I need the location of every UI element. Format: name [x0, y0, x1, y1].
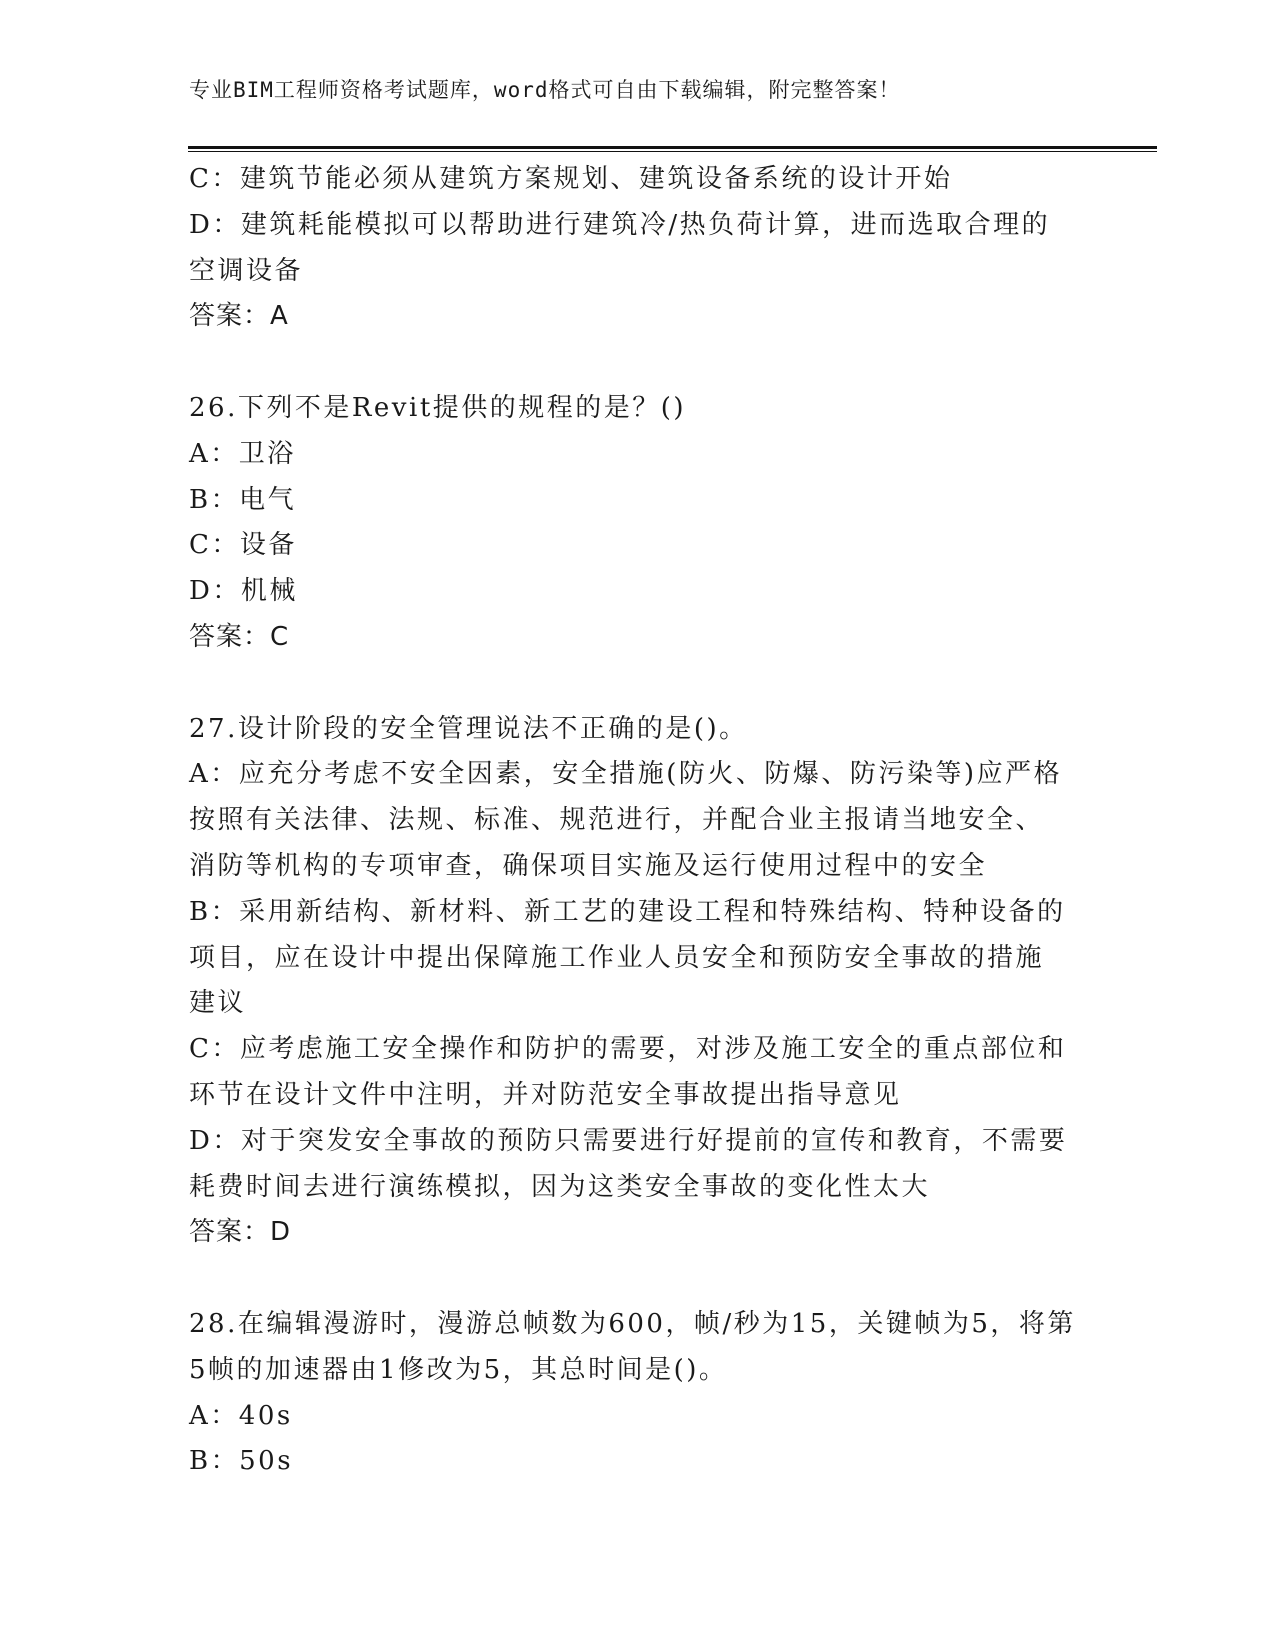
option-d: D：对于突发安全事故的预防只需要进行好提前的宣传和教育，不需要	[189, 1125, 1068, 1156]
page-header: 专业BIM工程师资格考试题库，word格式可自由下载编辑，附完整答案！	[189, 78, 901, 102]
question-stem: 28.在编辑漫游时，漫游总帧数为600，帧/秒为15，关键帧为5，将第	[189, 1308, 1076, 1339]
option-b: B：50s	[189, 1446, 294, 1477]
question-stem: 26.下列不是Revit提供的规程的是？()	[189, 392, 687, 423]
option-b-continued: 建议	[189, 988, 247, 1019]
spacer	[189, 1256, 1089, 1302]
option-c: C：设备	[189, 530, 297, 561]
answer: 答案：C	[189, 621, 290, 652]
question-25-tail	[189, 157, 1089, 340]
option-a: A：卫浴	[189, 438, 296, 469]
answer: 答案：A	[189, 301, 289, 332]
question-stem: 27.设计阶段的安全管理说法不正确的是()。	[189, 713, 748, 744]
option-a-continued: 按照有关法律、法规、标准、规范进行，并配合业主报请当地安全、	[189, 805, 1045, 836]
option-d-continued: 耗费时间去进行演练模拟，因为这类安全事故的变化性太大	[189, 1171, 931, 1202]
option-c: C：建筑节能必须从建筑方案规划、建筑设备系统的设计开始	[189, 164, 953, 194]
header-rule-thick	[188, 146, 1157, 149]
question-28	[189, 1302, 1089, 1485]
option-a: A：应充分考虑不安全因素，安全措施(防火、防爆、防污染等)应严格	[189, 759, 1063, 790]
option-a-continued: 消防等机构的专项审查，确保项目实施及运行使用过程中的安全	[189, 850, 988, 881]
option-b: B：采用新结构、新材料、新工艺的建设工程和特殊结构、特种设备的	[189, 896, 1066, 927]
option-b-continued: 项目，应在设计中提出保障施工作业人员安全和预防安全事故的措施	[189, 942, 1045, 973]
question-stem-continued: 5帧的加速器由1修改为5，其总时间是()。	[189, 1354, 728, 1385]
spacer	[189, 661, 1089, 707]
question-26	[189, 386, 1089, 661]
spacer	[189, 340, 1089, 386]
option-d-continued: 空调设备	[189, 255, 304, 286]
option-b: B：电气	[189, 484, 297, 515]
option-a: A：40s	[189, 1400, 293, 1431]
answer: 答案：D	[189, 1217, 292, 1248]
question-27	[189, 707, 1089, 1257]
header-rule-thin	[188, 151, 1157, 152]
option-c: C：应考虑施工安全操作和防护的需要，对涉及施工安全的重点部位和	[189, 1034, 1067, 1065]
option-d: D：建筑耗能模拟可以帮助进行建筑冷/热负荷计算，进而选取合理的	[189, 209, 1051, 240]
question-content	[189, 157, 1089, 1485]
option-c-continued: 环节在设计文件中注明，并对防范安全事故提出指导意见	[189, 1079, 902, 1110]
option-d: D：机械	[189, 576, 298, 607]
